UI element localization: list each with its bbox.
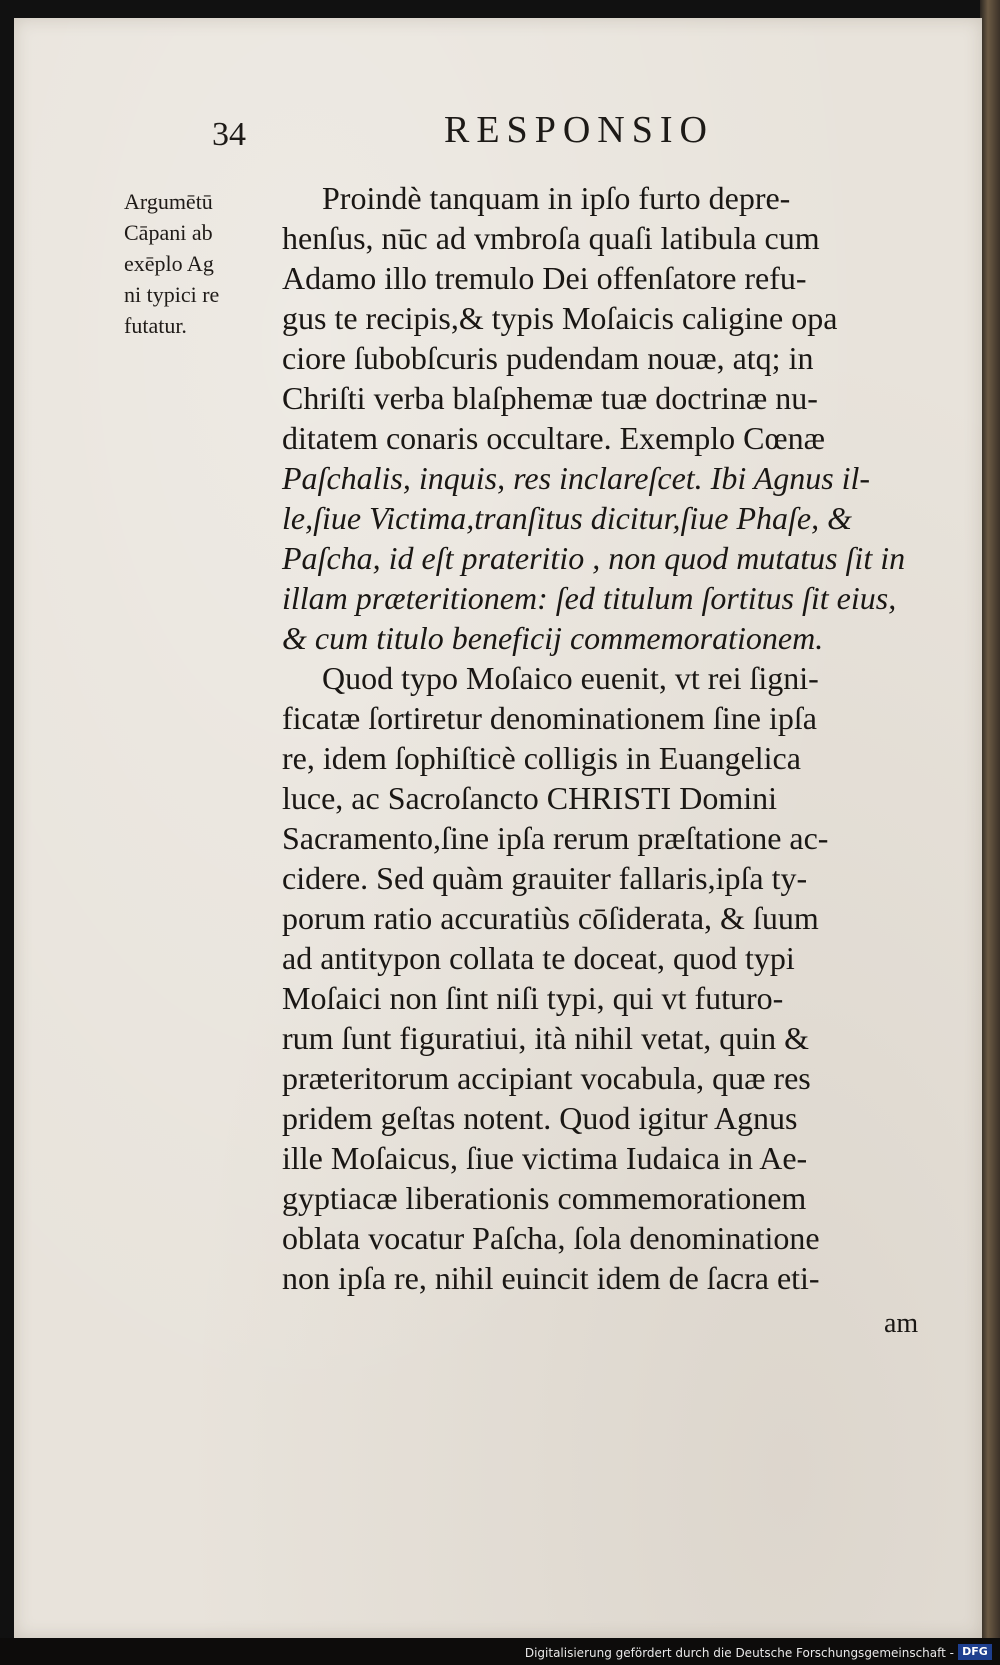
book-page: [14, 18, 982, 1638]
text-line: rum ſunt figuratiui, ità nihil vetat, quin &: [282, 1020, 810, 1056]
footer-bar: [0, 1638, 1000, 1665]
text-line: non ipſa re, nihil euincit idem de ſacra eti-: [282, 1260, 820, 1296]
text-line: ad antitypon collata te doceat, quod typi: [282, 940, 795, 976]
marginal-note-line: futatur.: [124, 313, 187, 338]
text-line: Paſchalis, inquis, res inclareſcet. Ibi Agnus il-: [282, 460, 871, 496]
text-line: Proindè tanquam in ipſo furto depre-: [322, 180, 791, 216]
text-line: gyptiacæ liberationis commemorationem: [282, 1180, 807, 1216]
text-line: illam præteritionem: ſed titulum ſortitus ſit eius,: [282, 580, 897, 616]
text-line: re, idem ſophiſticè colligis in Euangelica: [282, 740, 801, 776]
footer-credit: Digitalisierung gefördert durch die Deutsche Forschungsgemeinschaft -: [524, 1646, 954, 1660]
page-header: [14, 108, 982, 168]
text-line: Adamo illo tremulo Dei offenſatore refu-: [282, 260, 807, 296]
marginal-note: [124, 186, 284, 341]
text-line: pridem geſtas notent. Quod igitur Agnus: [282, 1100, 798, 1136]
text-line: henſus, nūc ad vmbroſa quaſi latibula cum: [282, 220, 820, 256]
text-line: Chriſti verba blaſphemæ tuæ doctrinæ nu-: [282, 380, 818, 416]
running-title: RESPONSIO: [444, 109, 714, 151]
text-line: Sacramento,ſine ipſa rerum præſtatione ac-: [282, 820, 829, 856]
text-line: gus te recipis,& typis Moſaicis caligine opa: [282, 300, 838, 336]
book-edge: [980, 0, 1000, 1645]
text-line: le,ſiue Victima,tranſitus dicitur,ſiue Phaſe, &: [282, 500, 852, 536]
text-line: oblata vocatur Paſcha, ſola denominatione: [282, 1220, 820, 1256]
text-line: ficatæ ſortiretur denominationem ſine ipſa: [282, 700, 817, 736]
text-line: Paſcha, id eſt prateritio , non quod mutatus ſit in: [282, 540, 906, 576]
body-text: [282, 178, 982, 1298]
marginal-note-line: Argumētū: [124, 189, 213, 214]
text-line: porum ratio accuratiùs cōſiderata, & ſuum: [282, 900, 819, 936]
text-line: & cum titulo beneficij commemorationem.: [282, 620, 824, 656]
text-line: Moſaici non ſint niſi typi, qui vt futuro-: [282, 980, 784, 1016]
text-line: ille Moſaicus, ſiue victima Iudaica in Ae-: [282, 1140, 808, 1176]
text-line: ciore ſubobſcuris pudendam nouæ, atq; in: [282, 340, 814, 376]
page-number: 34: [212, 116, 246, 153]
marginal-note-line: Cāpani ab: [124, 220, 213, 245]
text-line: cidere. Sed quàm grauiter fallaris,ipſa ty-: [282, 860, 808, 896]
text-line: præteritorum accipiant vocabula, quæ res: [282, 1060, 811, 1096]
text-line: ditatem conaris occultare. Exemplo Cœnæ: [282, 420, 825, 456]
marginal-note-line: exēplo Ag: [124, 251, 214, 276]
marginal-note-line: ni typici re: [124, 282, 220, 307]
catchword: am: [884, 1308, 919, 1339]
text-line: Quod typo Moſaico euenit, vt rei ſigni-: [322, 660, 819, 696]
dfg-logo-icon: DFG: [958, 1644, 992, 1660]
text-line: luce, ac Sacroſancto CHRISTI Domini: [282, 780, 777, 816]
